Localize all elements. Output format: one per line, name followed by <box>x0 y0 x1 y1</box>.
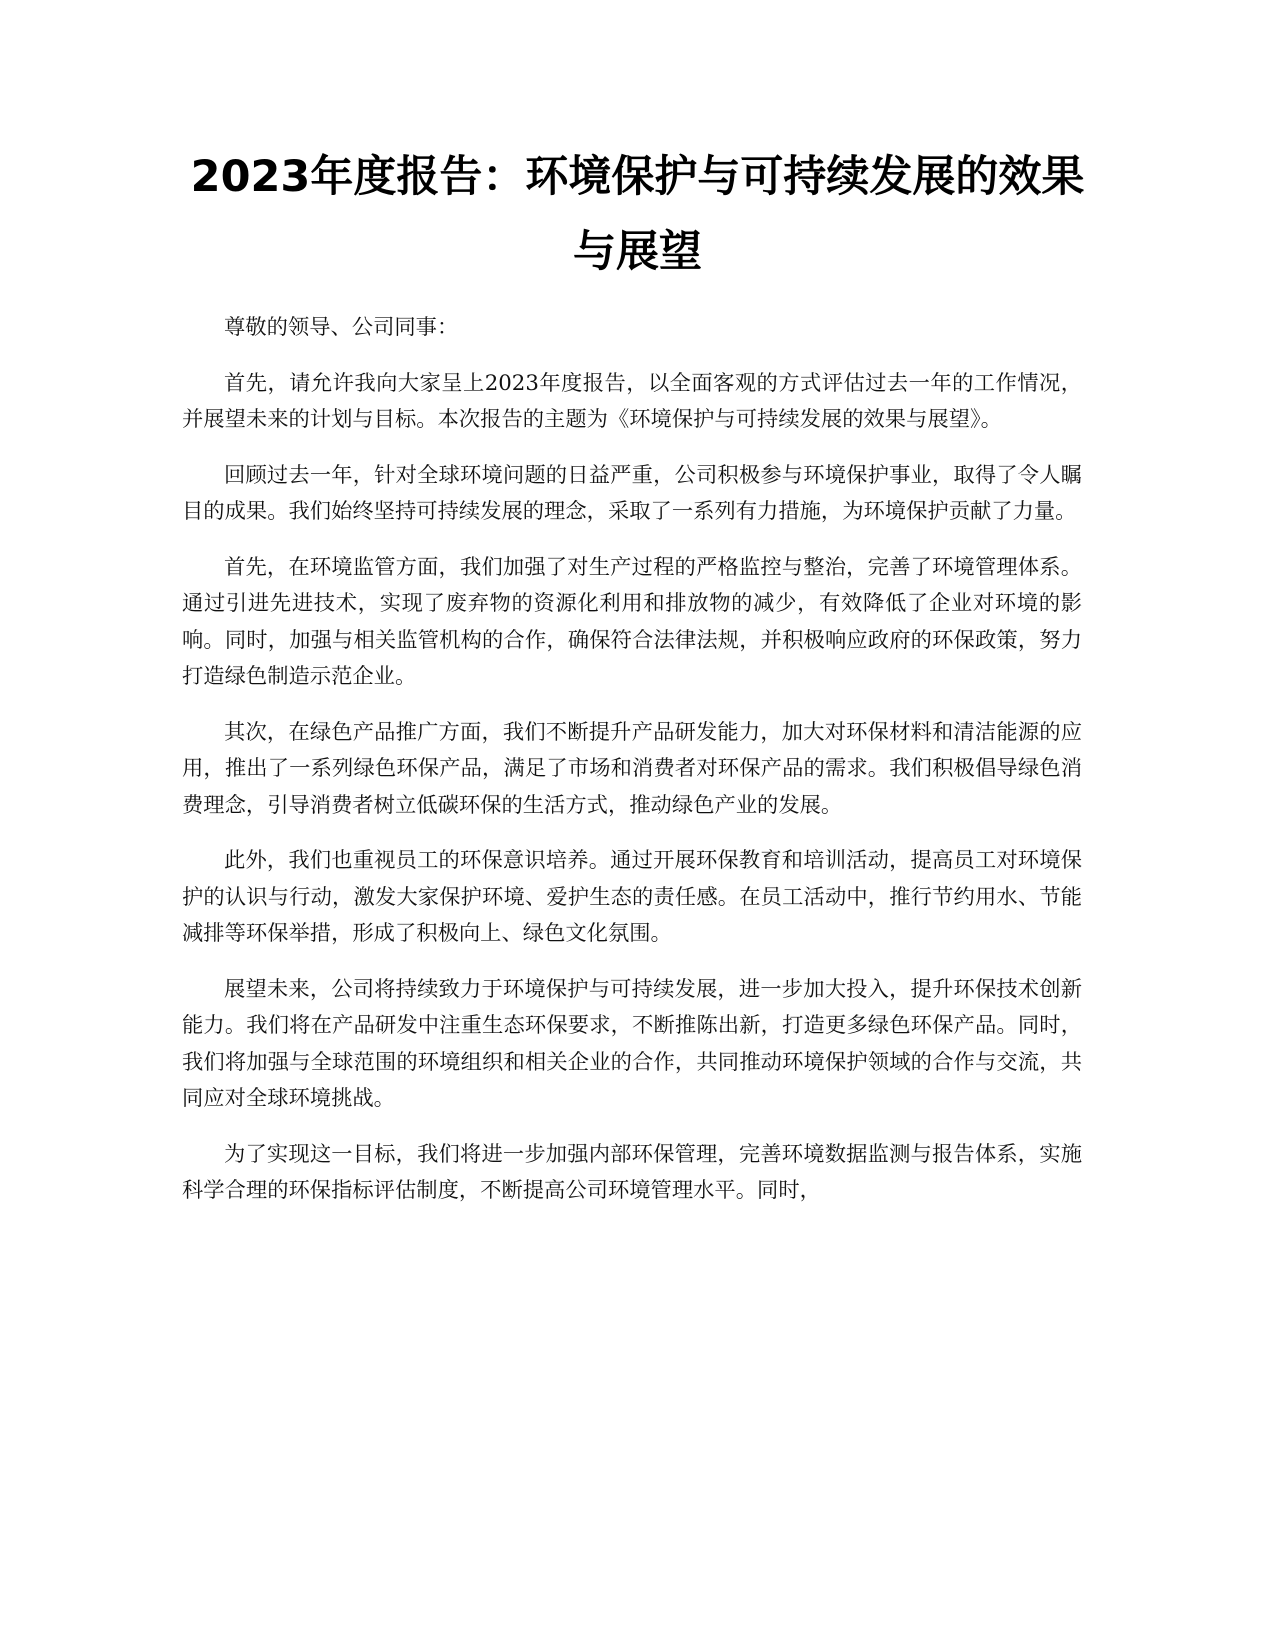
intro-paragraph: 首先，请允许我向大家呈上2023年度报告，以全面客观的方式评估过去一年的工作情况，并展望未来的计划与目标。本次报告的主题为《环境保护与可持续发展的效果与展望》。 <box>182 370 1082 432</box>
salutation-paragraph: 尊敬的领导、公司同事： <box>224 315 459 340</box>
environmental-supervision-paragraph: 首先，在环境监管方面，我们加强了对生产过程的严格监控与整治，完善了环境管理体系。通过引进先进技术，实现了废弃物的资源化利用和排放物的减少，有效降低了企业对环境的影响。同时，加强与相关监管机构的合作，确保符合法律法规，并积极响应政府的环保政策，努力打造绿色制造示范企业。 <box>182 554 1082 689</box>
outlook-paragraph: 展望未来，公司将持续致力于环境保护与可持续发展，进一步加大投入，提升环保技术创新能力。我们将在产品研发中注重生态环保要求，不断推陈出新，打造更多绿色环保产品。同时，我们将加强与全球范围的环境组织和相关企业的合作，共同推动环境保护领域的合作与交流，共同应对全球环境挑战。 <box>182 976 1082 1111</box>
employee-awareness-paragraph: 此外，我们也重视员工的环保意识培养。通过开展环保教育和培训活动，提高员工对环境保护的认识与行动，激发大家保护环境、爱护生态的责任感。在员工活动中，推行节约用水、节能减排等环保举措，形成了积极向上、绿色文化氛围。 <box>182 848 1082 946</box>
goal-implementation-paragraph: 为了实现这一目标，我们将进一步加强内部环保管理，完善环境数据监测与报告体系，实施科学合理的环保指标评估制度，不断提高公司环境管理水平。同时， <box>182 1141 1082 1203</box>
document-body <box>182 310 1082 1229</box>
document-title: 2023年度报告：环境保护与可持续发展的效果与展望 <box>190 152 1085 277</box>
review-paragraph: 回顾过去一年，针对全球环境问题的日益严重，公司积极参与环境保护事业，取得了令人瞩目的成果。我们始终坚持可持续发展的理念，采取了一系列有力措施，为环境保护贡献了力量。 <box>182 462 1082 524</box>
green-products-paragraph: 其次，在绿色产品推广方面，我们不断提升产品研发能力，加大对环保材料和清洁能源的应用，推出了一系列绿色环保产品，满足了市场和消费者对环保产品的需求。我们积极倡导绿色消费理念，引导消费者树立低碳环保的生活方式，推动绿色产业的发展。 <box>182 719 1082 818</box>
